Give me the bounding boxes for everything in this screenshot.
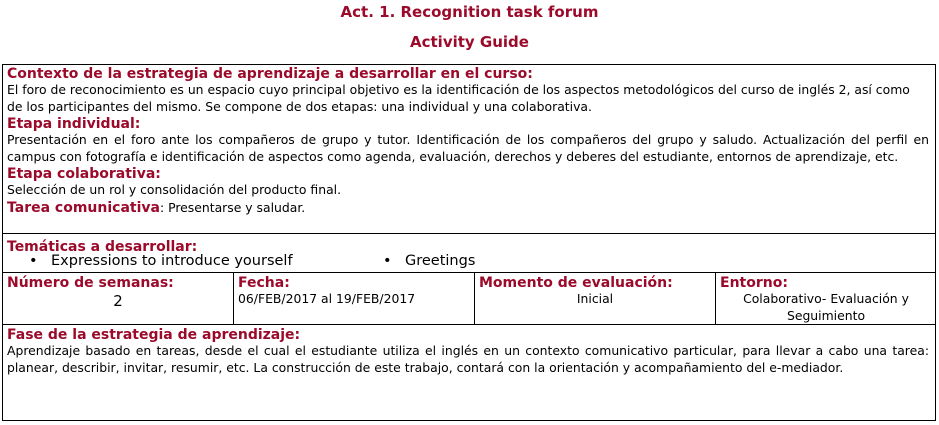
divider: [3, 233, 935, 234]
fecha-cell: [238, 275, 470, 308]
entorno-label: Entorno:: [720, 275, 788, 291]
bullet-icon: •: [383, 253, 392, 269]
momento-label: Momento de evaluación:: [479, 275, 673, 291]
etapa-colaborativa-text: Selección de un rol y consolidación del producto final.: [7, 182, 342, 197]
document-subtitle: Activity Guide: [410, 33, 529, 51]
cell-divider: [715, 272, 716, 324]
cell-divider: [474, 272, 475, 324]
tematicas-item-2: Greetings: [405, 253, 476, 269]
fase-section: [7, 327, 929, 376]
fase-text: Aprendizaje basado en tareas, desde el cual el estudiante utiliza el inglés en un contexto comunicativo particular, para llevar a cabo una tarea: planear, describir, invitar, resumir, etc. La construcción de este trabajo, contará con la orientación y acompañamiento del e-mediador.: [7, 343, 929, 375]
activity-guide-table: [2, 64, 936, 421]
document-title: Act. 1. Recognition task forum: [340, 3, 599, 21]
etapa-individual-heading: Etapa individual:: [7, 116, 141, 132]
entorno-value-line1: Colaborativo- Evaluación y: [743, 291, 909, 306]
fecha-value: 06/FEB/2017 al 19/FEB/2017: [238, 291, 416, 306]
fecha-label: Fecha:: [238, 275, 290, 291]
contexto-heading: Contexto de la estrategia de aprendizaje a desarrollar en el curso:: [7, 66, 533, 82]
semanas-label: Número de semanas:: [7, 275, 174, 291]
tematicas-item-1: Expressions to introduce yourself: [51, 253, 293, 269]
momento-value: Inicial: [576, 291, 614, 306]
contexto-text: El foro de reconocimiento es un espacio cuyo principal objetivo es la identificación de los aspectos metodológicos del curso de inglés 2, así como de los participantes del mismo. Se compone de dos etapas: una individual y una colaborativa.: [7, 82, 910, 114]
tematicas-bullet-item: [383, 253, 475, 269]
tarea-heading: Tarea comunicativa: [7, 199, 160, 216]
fase-heading: Fase de la estrategia de aprendizaje:: [7, 327, 301, 343]
semanas-value: 2: [113, 292, 123, 310]
tematicas-bullet-item: [29, 253, 293, 269]
etapa-individual-text: Presentación en el foro ante los compañeros de grupo y tutor. Identificación de los compañeros del grupo y saludo. Actualización del perfil en campus con fotografía e identificación de aspectos como agenda, evaluación, derechos y deberes del estudiante, entornos de aprendizaje, etc.: [7, 132, 929, 164]
tarea-line: [7, 199, 929, 217]
contexto-section: [7, 66, 929, 216]
tarea-text: : Presentarse y saludar.: [159, 199, 306, 215]
entorno-cell: [720, 275, 932, 324]
divider: [3, 272, 935, 273]
semanas-cell: [7, 275, 229, 310]
cell-divider: [233, 272, 234, 324]
bullet-icon: •: [29, 253, 38, 269]
momento-cell: [479, 275, 711, 308]
tematicas-heading-text: Temáticas a desarrollar:: [7, 239, 198, 255]
entorno-value-line2: Seguimiento: [786, 307, 866, 323]
divider: [3, 324, 935, 325]
etapa-colaborativa-heading: Etapa colaborativa:: [7, 166, 161, 182]
